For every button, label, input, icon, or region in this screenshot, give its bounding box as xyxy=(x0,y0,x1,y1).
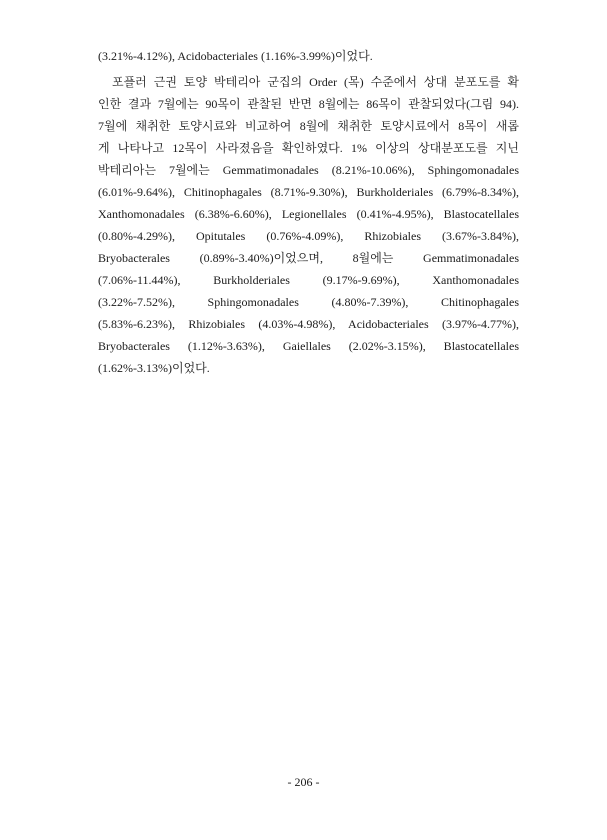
paragraph-line-8: Xanthomonadales (6.38%-6.60%), Legionellales (0.41%-4.95%), Blastocatellales xyxy=(98,207,519,221)
paragraph-line-13: (5.83%-6.23%), Rhizobiales (4.03%-4.98%), Acidobacteriales (3.97%-4.77%), xyxy=(98,317,519,331)
paragraph-line-1: (3.21%-4.12%), Acidobacteriales (1.16%-3.99%)이었다. xyxy=(98,49,373,63)
paragraph-line-3: 인한 결과 7월에는 90목이 관찰된 반면 8월에는 86목이 관찰되었다(그림 94). xyxy=(98,97,519,111)
paragraph-line-14: Bryobacterales (1.12%-3.63%), Gaiellales (2.02%-3.15%), Blastocatellales xyxy=(98,339,519,353)
paragraph-line-2: 포플러 근권 토양 박테리아 군집의 Order (목) 수준에서 상대 분포도를 확 xyxy=(112,75,519,89)
paragraph-line-10: Bryobacterales (0.89%-3.40%)이었으며, 8월에는 Gemmatimonadales xyxy=(98,251,519,265)
paragraph-line-5: 게 나타나고 12목이 사라졌음을 확인하였다. 1% 이상의 상대분포도를 지닌 xyxy=(98,141,519,155)
paragraph-line-12: (3.22%-7.52%), Sphingomonadales (4.80%-7.39%), Chitinophagales xyxy=(98,295,519,309)
page-number: - 206 - xyxy=(287,775,320,789)
paragraph-line-4: 7월에 채취한 토양시료와 비교하여 8월에 채취한 토양시료에서 8목이 새롭 xyxy=(98,119,519,133)
paragraph-line-6: 박테리아는 7월에는 Gemmatimonadales (8.21%-10.06%), Sphingomonadales xyxy=(98,163,519,177)
paragraph-line-7: (6.01%-9.64%), Chitinophagales (8.71%-9.30%), Burkholderiales (6.79%-8.34%), xyxy=(98,185,519,199)
paragraph-line-9: (0.80%-4.29%), Opitutales (0.76%-4.09%), Rhizobiales (3.67%-3.84%), xyxy=(98,229,519,243)
paragraph-line-15: (1.62%-3.13%)이었다. xyxy=(98,361,210,375)
paragraph-line-11: (7.06%-11.44%), Burkholderiales (9.17%-9.69%), Xanthomonadales xyxy=(98,273,519,287)
